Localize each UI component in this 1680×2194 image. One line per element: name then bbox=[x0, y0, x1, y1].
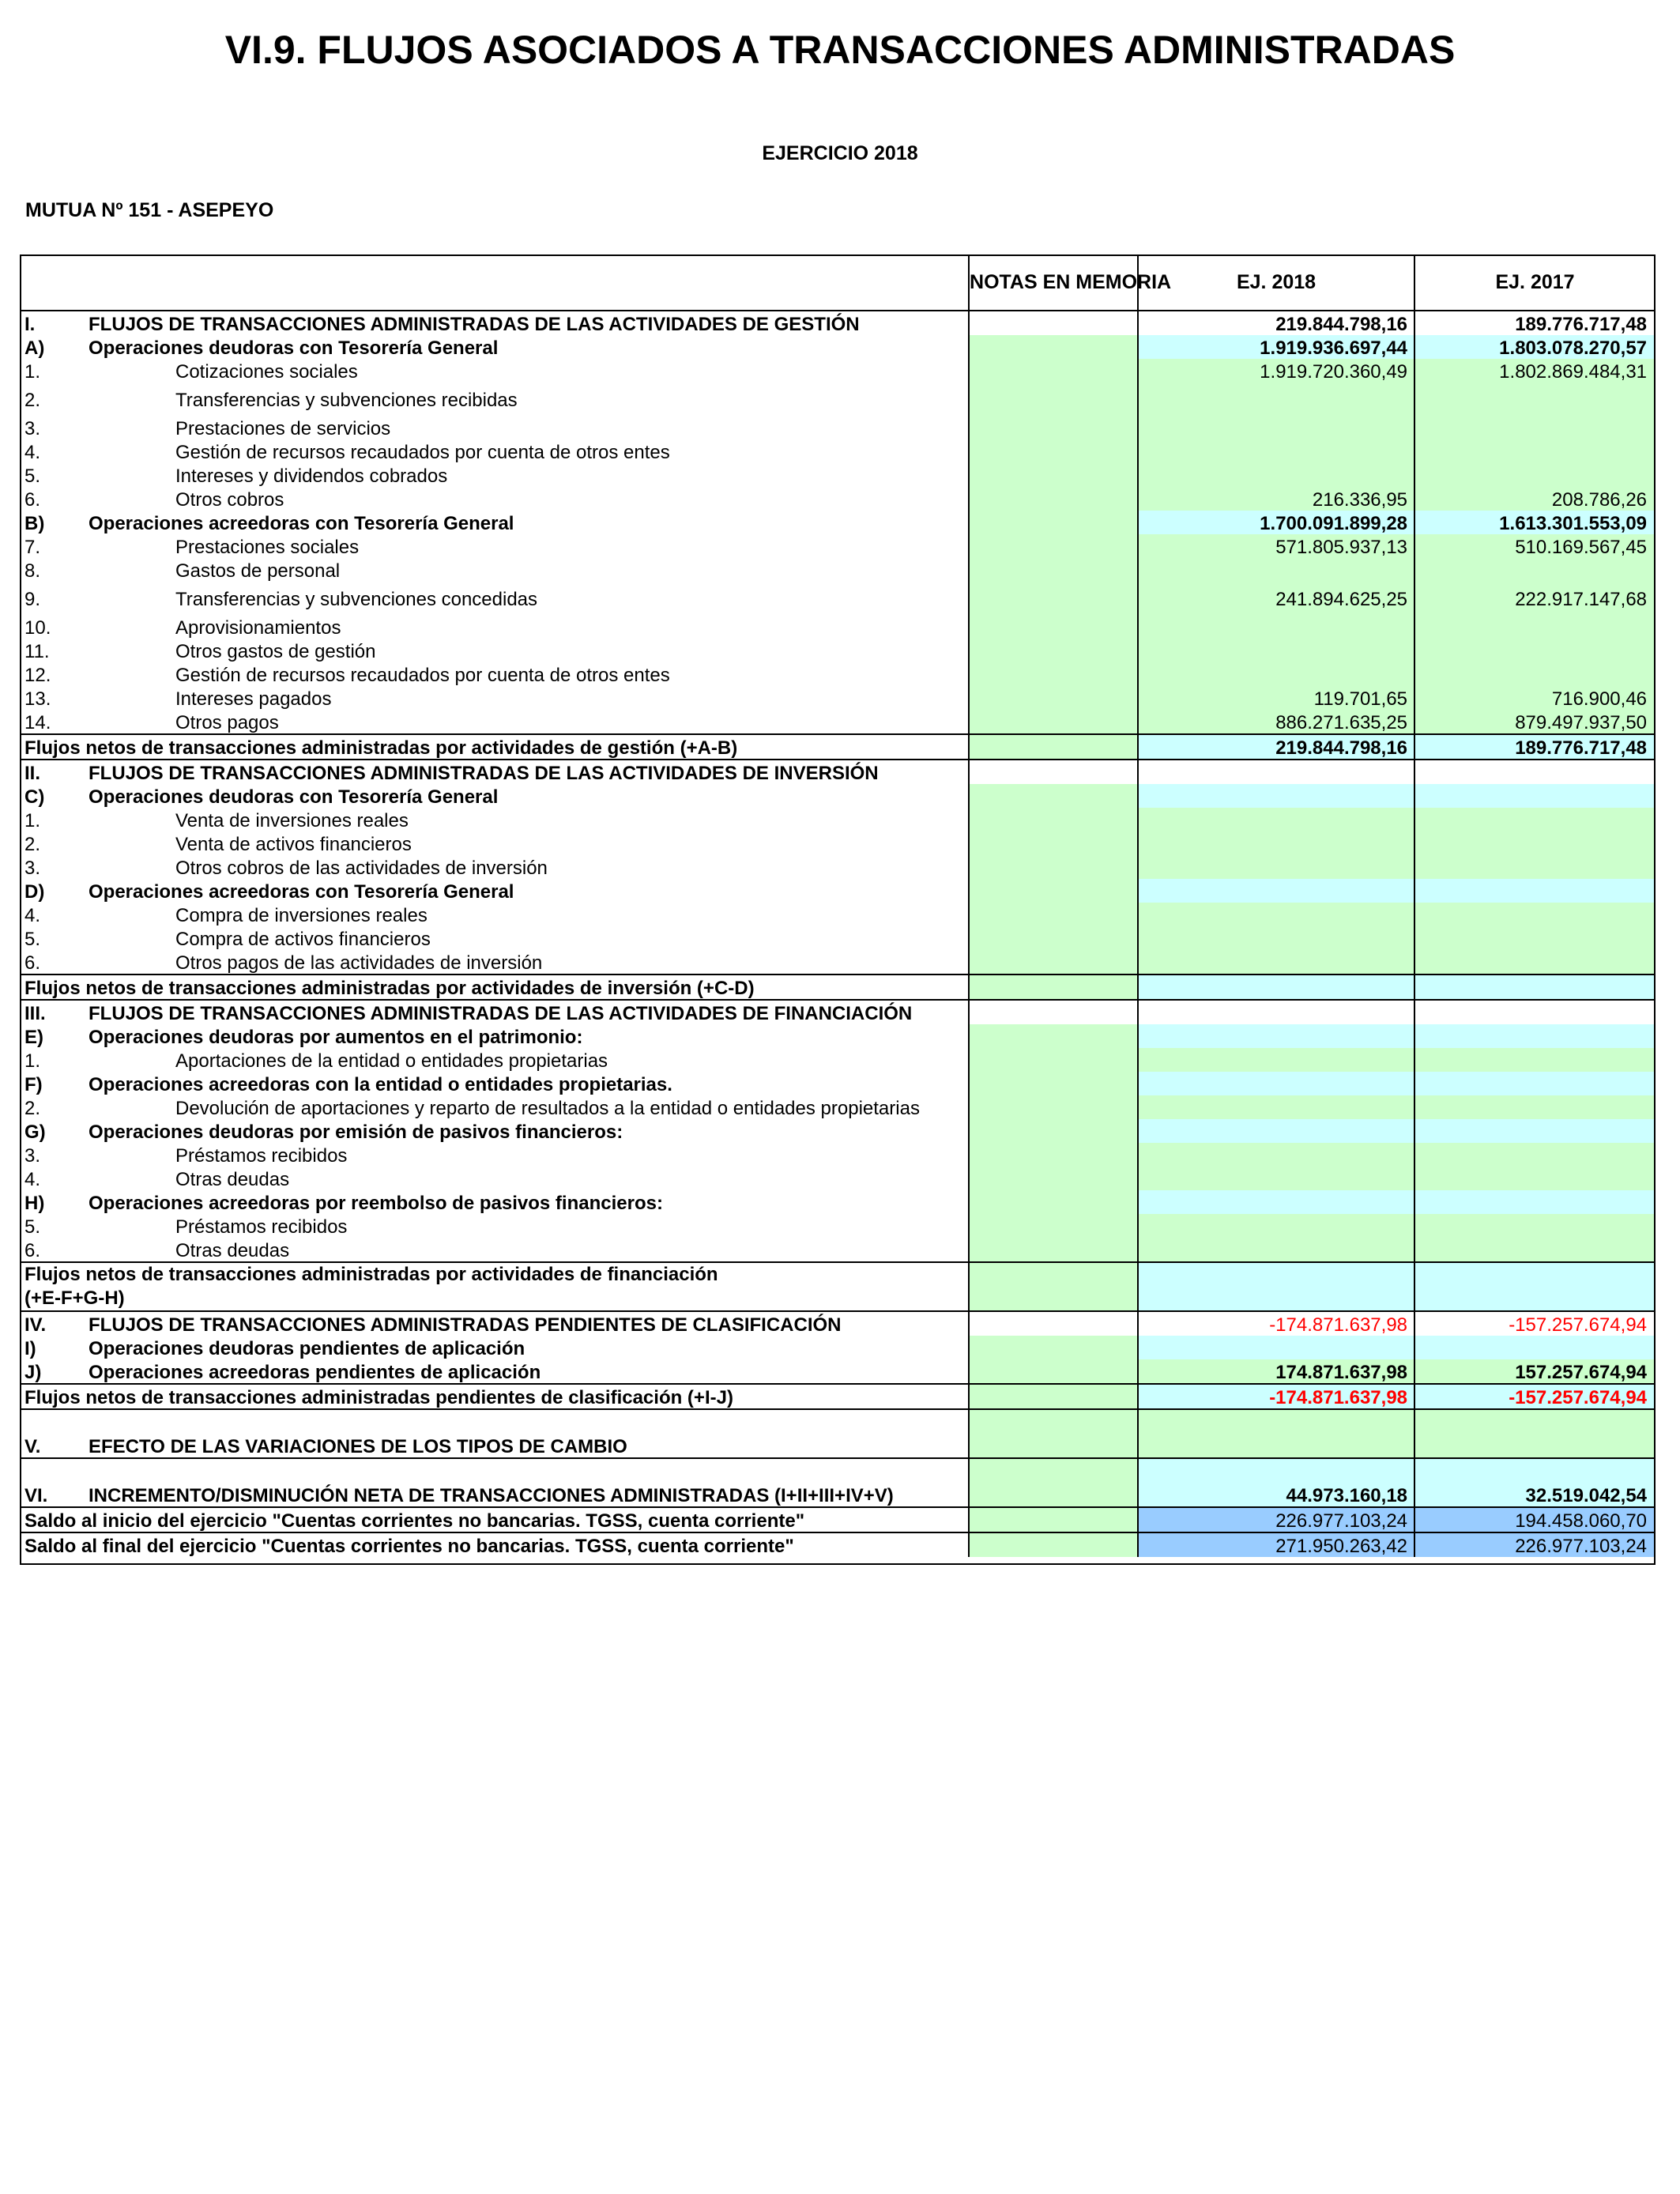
row-label bbox=[20, 1507, 969, 1532]
row-number: 3. bbox=[24, 418, 41, 439]
row-label-text: Saldo al inicio del ejercicio "Cuentas corrientes no bancarias. TGSS, cuenta corriente" bbox=[24, 1510, 805, 1532]
table-row bbox=[20, 639, 1655, 662]
header-blank-cell bbox=[20, 254, 969, 311]
row-label: Compra de activos financieros bbox=[175, 929, 431, 950]
row-value-2017 bbox=[1414, 855, 1655, 879]
table-row bbox=[20, 974, 1655, 1000]
row-label: Otros gastos de gestión bbox=[175, 641, 376, 662]
row-label: Gastos de personal bbox=[175, 560, 341, 582]
row-number: 6. bbox=[24, 1240, 41, 1261]
row-value-2017 bbox=[1414, 1072, 1655, 1095]
row-label: Otras deudas bbox=[175, 1240, 290, 1261]
row-number: 5. bbox=[24, 466, 41, 487]
table-row bbox=[20, 487, 1655, 511]
row-label: Préstamos recibidos bbox=[175, 1216, 348, 1238]
row-number: 2. bbox=[24, 834, 41, 855]
row-value-2018 bbox=[1138, 1072, 1414, 1095]
row-value-2017 bbox=[1414, 463, 1655, 487]
row-notes-cell bbox=[969, 311, 1138, 335]
header-year-2017: EJ. 2017 bbox=[1495, 271, 1575, 293]
row-label: Venta de activos financieros bbox=[175, 834, 412, 855]
table-row bbox=[20, 926, 1655, 950]
table-row bbox=[20, 1532, 1655, 1557]
row-notes-cell bbox=[969, 784, 1138, 808]
row-value-2017 bbox=[1414, 610, 1655, 639]
row-label-text: Saldo al final del ejercicio "Cuentas corrientes no bancarias. TGSS, cuenta corriente" bbox=[24, 1536, 794, 1557]
row-label: Intereses y dividendos cobrados bbox=[175, 466, 448, 487]
row-value-2017: 32.519.042,54 bbox=[1414, 1458, 1655, 1507]
row-value-2018 bbox=[1138, 760, 1414, 784]
row-value-2018 bbox=[1138, 439, 1414, 463]
row-notes-cell bbox=[969, 1311, 1138, 1336]
table-row bbox=[20, 610, 1655, 639]
row-value-2017 bbox=[1414, 439, 1655, 463]
row-label-text: Flujos netos de transacciones administradas por actividades de gestión (+A-B) bbox=[24, 737, 738, 759]
row-value-2018 bbox=[1138, 1024, 1414, 1048]
row-number: IV. bbox=[20, 1311, 89, 1336]
row-notes-cell bbox=[969, 1262, 1138, 1311]
row-number: 4. bbox=[24, 442, 41, 463]
table-row bbox=[20, 1119, 1655, 1143]
table-row bbox=[20, 760, 1655, 784]
table-row bbox=[20, 1095, 1655, 1119]
row-notes-cell bbox=[969, 1143, 1138, 1167]
row-notes-cell bbox=[969, 1190, 1138, 1214]
row-value-2017: 208.786,26 bbox=[1414, 487, 1655, 511]
row-value-2017: -157.257.674,94 bbox=[1414, 1311, 1655, 1336]
table-row bbox=[20, 1167, 1655, 1190]
row-value-2018 bbox=[1138, 1143, 1414, 1167]
row-value-2018: 219.844.798,16 bbox=[1138, 311, 1414, 335]
table-row bbox=[20, 1214, 1655, 1238]
row-number: II. bbox=[20, 760, 89, 784]
row-label: Operaciones acreedoras pendientes de aplicación bbox=[89, 1362, 541, 1383]
row-label: Operaciones deudoras por aumentos en el patrimonio: bbox=[89, 1027, 583, 1048]
row-label bbox=[20, 1384, 969, 1409]
row-number: 12. bbox=[24, 665, 51, 686]
table-row bbox=[20, 710, 1655, 734]
row-notes-cell bbox=[969, 808, 1138, 831]
row-value-2017: 157.257.674,94 bbox=[1414, 1359, 1655, 1384]
table-row bbox=[20, 1384, 1655, 1409]
row-notes-cell bbox=[969, 1000, 1138, 1024]
row-notes-cell bbox=[969, 1507, 1138, 1532]
row-value-2018 bbox=[1138, 950, 1414, 974]
table-row bbox=[20, 1190, 1655, 1214]
row-value-2017 bbox=[1414, 808, 1655, 831]
row-value-2017: 189.776.717,48 bbox=[1414, 311, 1655, 335]
row-value-2017 bbox=[1414, 1336, 1655, 1359]
row-label: Operaciones deudoras pendientes de aplicación bbox=[89, 1338, 525, 1359]
row-number: 3. bbox=[24, 858, 41, 879]
row-notes-cell bbox=[969, 855, 1138, 879]
table-row bbox=[20, 439, 1655, 463]
table-row bbox=[20, 411, 1655, 439]
row-label bbox=[20, 1532, 969, 1557]
row-value-2018 bbox=[1138, 1167, 1414, 1190]
row-value-2018 bbox=[1138, 974, 1414, 1000]
row-value-2018 bbox=[1138, 879, 1414, 903]
row-value-2017: 1.803.078.270,57 bbox=[1414, 335, 1655, 359]
row-label: Operaciones deudoras con Tesorería General bbox=[89, 337, 499, 359]
row-notes-cell bbox=[969, 487, 1138, 511]
row-number: 5. bbox=[24, 929, 41, 950]
row-label: Transferencias y subvenciones recibidas bbox=[175, 390, 518, 411]
row-value-2017 bbox=[1414, 760, 1655, 784]
row-notes-cell bbox=[969, 582, 1138, 610]
row-label: Otros cobros de las actividades de inversión bbox=[175, 858, 548, 879]
row-value-2017 bbox=[1414, 974, 1655, 1000]
row-value-2018 bbox=[1138, 1190, 1414, 1214]
table-row bbox=[20, 1143, 1655, 1167]
table-row bbox=[20, 903, 1655, 926]
row-value-2018: 886.271.635,25 bbox=[1138, 710, 1414, 734]
header-year-2018: EJ. 2018 bbox=[1138, 254, 1414, 311]
table-row bbox=[20, 1024, 1655, 1048]
row-notes-cell bbox=[969, 760, 1138, 784]
row-value-2018: 271.950.263,42 bbox=[1138, 1532, 1414, 1557]
row-label: Otros pagos de las actividades de inversión bbox=[175, 952, 543, 974]
row-label: FLUJOS DE TRANSACCIONES ADMINISTRADAS DE LAS ACTIVIDADES DE INVERSIÓN bbox=[89, 760, 969, 784]
row-value-2018: 219.844.798,16 bbox=[1138, 734, 1414, 760]
row-number: 3. bbox=[24, 1145, 41, 1167]
table-row bbox=[20, 1048, 1655, 1072]
row-label-text: Flujos netos de transacciones administradas por actividades de financiación bbox=[24, 1264, 718, 1285]
row-value-2017 bbox=[1414, 903, 1655, 926]
row-notes-cell bbox=[969, 879, 1138, 903]
row-label: Otros pagos bbox=[175, 712, 279, 733]
table-row bbox=[20, 1359, 1655, 1384]
row-notes-cell bbox=[969, 439, 1138, 463]
row-number: 6. bbox=[24, 952, 41, 974]
table-row bbox=[20, 1238, 1655, 1262]
row-number: 4. bbox=[24, 1169, 41, 1190]
row-number: D) bbox=[24, 881, 45, 903]
row-label: Transferencias y subvenciones concedidas bbox=[175, 589, 538, 610]
row-value-2017 bbox=[1414, 662, 1655, 686]
row-number: I. bbox=[20, 311, 89, 335]
row-label: Aprovisionamientos bbox=[175, 617, 341, 639]
row-value-2017 bbox=[1414, 1024, 1655, 1048]
row-label: Operaciones acreedoras con la entidad o entidades propietarias. bbox=[89, 1074, 672, 1095]
row-notes-cell bbox=[969, 1072, 1138, 1095]
row-value-2018 bbox=[1138, 1262, 1414, 1311]
row-value-2018 bbox=[1138, 1000, 1414, 1024]
row-value-2017 bbox=[1414, 1190, 1655, 1214]
row-label: Operaciones deudoras con Tesorería General bbox=[89, 786, 499, 808]
row-label: Gestión de recursos recaudados por cuenta de otros entes bbox=[175, 665, 670, 686]
table-row bbox=[20, 359, 1655, 383]
row-value-2018 bbox=[1138, 463, 1414, 487]
row-label: Venta de inversiones reales bbox=[175, 810, 409, 831]
row-notes-cell bbox=[969, 1409, 1138, 1458]
row-number: V. bbox=[20, 1409, 89, 1458]
row-value-2018 bbox=[1138, 1119, 1414, 1143]
row-notes-cell bbox=[969, 383, 1138, 411]
row-label bbox=[20, 734, 969, 760]
table-row bbox=[20, 1409, 1655, 1458]
row-value-2018: 44.973.160,18 bbox=[1138, 1458, 1414, 1507]
row-label: Gestión de recursos recaudados por cuenta de otros entes bbox=[175, 442, 670, 463]
row-value-2017 bbox=[1414, 1409, 1655, 1458]
row-number: 14. bbox=[24, 712, 51, 733]
row-value-2017: 879.497.937,50 bbox=[1414, 710, 1655, 734]
row-value-2017: -157.257.674,94 bbox=[1414, 1384, 1655, 1409]
row-number: 4. bbox=[24, 905, 41, 926]
page-title: VI.9. FLUJOS ASOCIADOS A TRANSACCIONES ADMINISTRADAS bbox=[224, 28, 1456, 72]
row-value-2018: 1.919.720.360,49 bbox=[1138, 359, 1414, 383]
row-notes-cell bbox=[969, 639, 1138, 662]
row-number: VI. bbox=[20, 1458, 89, 1507]
table-row bbox=[20, 950, 1655, 974]
table-row bbox=[20, 582, 1655, 610]
table-row bbox=[20, 383, 1655, 411]
table-row bbox=[20, 831, 1655, 855]
row-number: 5. bbox=[24, 1216, 41, 1238]
row-value-2018: 226.977.103,24 bbox=[1138, 1507, 1414, 1532]
table-row bbox=[20, 1336, 1655, 1359]
cash-flow-table bbox=[20, 254, 1655, 1557]
row-value-2018: 1.700.091.899,28 bbox=[1138, 511, 1414, 534]
row-label: Devolución de aportaciones y reparto de resultados a la entidad o entidades propietarias bbox=[175, 1098, 920, 1119]
row-value-2017 bbox=[1414, 558, 1655, 582]
row-value-2017: 194.458.060,70 bbox=[1414, 1507, 1655, 1532]
row-notes-cell bbox=[969, 1214, 1138, 1238]
table-row bbox=[20, 784, 1655, 808]
row-value-2017 bbox=[1414, 383, 1655, 411]
table-row bbox=[20, 879, 1655, 903]
row-number: 10. bbox=[24, 617, 51, 639]
row-number: 7. bbox=[24, 537, 41, 558]
row-value-2018: 174.871.637,98 bbox=[1138, 1359, 1414, 1384]
table-row bbox=[20, 686, 1655, 710]
row-number: 1. bbox=[24, 361, 41, 383]
row-label: Aportaciones de la entidad o entidades propietarias bbox=[175, 1050, 608, 1072]
row-value-2018 bbox=[1138, 855, 1414, 879]
row-label: FLUJOS DE TRANSACCIONES ADMINISTRADAS DE LAS ACTIVIDADES DE GESTIÓN bbox=[89, 311, 969, 335]
row-label: Otras deudas bbox=[175, 1169, 290, 1190]
row-value-2017: 226.977.103,24 bbox=[1414, 1532, 1655, 1557]
row-label-cont: (+E-F+G-H) bbox=[24, 1287, 125, 1309]
row-notes-cell bbox=[969, 1048, 1138, 1072]
row-label: Intereses pagados bbox=[175, 688, 332, 710]
row-value-2017: 222.917.147,68 bbox=[1414, 582, 1655, 610]
row-notes-cell bbox=[969, 335, 1138, 359]
row-value-2018 bbox=[1138, 610, 1414, 639]
row-notes-cell bbox=[969, 950, 1138, 974]
row-value-2018 bbox=[1138, 831, 1414, 855]
row-value-2018 bbox=[1138, 784, 1414, 808]
row-label: Operaciones acreedoras con Tesorería General bbox=[89, 513, 514, 534]
row-value-2017: 716.900,46 bbox=[1414, 686, 1655, 710]
table-row bbox=[20, 558, 1655, 582]
table-row bbox=[20, 1072, 1655, 1095]
row-value-2017: 189.776.717,48 bbox=[1414, 734, 1655, 760]
row-value-2017: 1.613.301.553,09 bbox=[1414, 511, 1655, 534]
row-value-2017: 510.169.567,45 bbox=[1414, 534, 1655, 558]
row-value-2018 bbox=[1138, 662, 1414, 686]
row-number: E) bbox=[24, 1027, 43, 1048]
row-label: Préstamos recibidos bbox=[175, 1145, 348, 1167]
table-row bbox=[20, 1458, 1655, 1507]
row-notes-cell bbox=[969, 1384, 1138, 1409]
row-value-2017 bbox=[1414, 411, 1655, 439]
row-label: Otros cobros bbox=[175, 489, 284, 511]
row-value-2018 bbox=[1138, 1409, 1414, 1458]
row-value-2018 bbox=[1138, 1238, 1414, 1262]
table-row bbox=[20, 1311, 1655, 1336]
row-number: 9. bbox=[24, 589, 41, 610]
row-number: 2. bbox=[24, 1098, 41, 1119]
table-row bbox=[20, 855, 1655, 879]
row-value-2018 bbox=[1138, 639, 1414, 662]
table-row bbox=[20, 511, 1655, 534]
row-value-2018 bbox=[1138, 903, 1414, 926]
row-label: Operaciones deudoras por emisión de pasivos financieros: bbox=[89, 1122, 623, 1143]
row-value-2018: 1.919.936.697,44 bbox=[1138, 335, 1414, 359]
row-label: Prestaciones de servicios bbox=[175, 418, 391, 439]
row-notes-cell bbox=[969, 903, 1138, 926]
row-label-text: Flujos netos de transacciones administradas por actividades de inversión (+C-D) bbox=[24, 978, 755, 999]
row-value-2018 bbox=[1138, 808, 1414, 831]
row-value-2018: 571.805.937,13 bbox=[1138, 534, 1414, 558]
row-number: C) bbox=[24, 786, 45, 808]
table-row bbox=[20, 662, 1655, 686]
row-notes-cell bbox=[969, 1238, 1138, 1262]
row-label: Prestaciones sociales bbox=[175, 537, 360, 558]
row-notes-cell bbox=[969, 1119, 1138, 1143]
row-number: A) bbox=[24, 337, 45, 359]
row-notes-cell bbox=[969, 686, 1138, 710]
row-label: FLUJOS DE TRANSACCIONES ADMINISTRADAS DE LAS ACTIVIDADES DE FINANCIACIÓN bbox=[89, 1000, 969, 1024]
row-number: 6. bbox=[24, 489, 41, 511]
row-notes-cell bbox=[969, 534, 1138, 558]
fiscal-year-heading: EJERCICIO 2018 bbox=[762, 142, 918, 164]
row-notes-cell bbox=[969, 974, 1138, 1000]
row-notes-cell bbox=[969, 1336, 1138, 1359]
table-row bbox=[20, 311, 1655, 335]
row-number: 2. bbox=[24, 390, 41, 411]
row-notes-cell bbox=[969, 411, 1138, 439]
row-number: F) bbox=[24, 1074, 43, 1095]
table-row bbox=[20, 1000, 1655, 1024]
row-value-2017 bbox=[1414, 831, 1655, 855]
row-value-2017 bbox=[1414, 1214, 1655, 1238]
row-value-2017 bbox=[1414, 1262, 1655, 1311]
table-row bbox=[20, 534, 1655, 558]
row-notes-cell bbox=[969, 1458, 1138, 1507]
row-value-2017 bbox=[1414, 950, 1655, 974]
row-value-2018 bbox=[1138, 926, 1414, 950]
row-label: Operaciones acreedoras por reembolso de pasivos financieros: bbox=[89, 1193, 663, 1214]
row-notes-cell bbox=[969, 511, 1138, 534]
row-value-2018 bbox=[1138, 1214, 1414, 1238]
row-value-2018: -174.871.637,98 bbox=[1138, 1384, 1414, 1409]
row-value-2018 bbox=[1138, 383, 1414, 411]
row-number: H) bbox=[24, 1193, 45, 1214]
table-header-row bbox=[20, 254, 1655, 311]
row-value-2018 bbox=[1138, 558, 1414, 582]
row-value-2018 bbox=[1138, 1048, 1414, 1072]
row-notes-cell bbox=[969, 1359, 1138, 1384]
row-value-2017 bbox=[1414, 1167, 1655, 1190]
row-value-2017 bbox=[1414, 926, 1655, 950]
row-value-2017 bbox=[1414, 1000, 1655, 1024]
row-notes-cell bbox=[969, 1024, 1138, 1048]
row-value-2017 bbox=[1414, 1143, 1655, 1167]
row-notes-cell bbox=[969, 1532, 1138, 1557]
row-value-2017 bbox=[1414, 1095, 1655, 1119]
table-row bbox=[20, 1507, 1655, 1532]
row-number: G) bbox=[24, 1122, 46, 1143]
row-number: III. bbox=[20, 1000, 89, 1024]
row-value-2017: 1.802.869.484,31 bbox=[1414, 359, 1655, 383]
table-row bbox=[20, 808, 1655, 831]
row-label: INCREMENTO/DISMINUCIÓN NETA DE TRANSACCIONES ADMINISTRADAS (I+II+III+IV+V) bbox=[89, 1458, 969, 1507]
table-row bbox=[20, 463, 1655, 487]
row-value-2018 bbox=[1138, 1336, 1414, 1359]
table-row bbox=[20, 734, 1655, 760]
row-number: J) bbox=[24, 1362, 42, 1383]
table-row bbox=[20, 335, 1655, 359]
row-label: Operaciones acreedoras con Tesorería General bbox=[89, 881, 514, 903]
row-value-2017 bbox=[1414, 639, 1655, 662]
row-value-2018: 241.894.625,25 bbox=[1138, 582, 1414, 610]
row-number: 13. bbox=[24, 688, 51, 710]
row-value-2018 bbox=[1138, 1095, 1414, 1119]
row-number: 8. bbox=[24, 560, 41, 582]
row-number: I) bbox=[24, 1338, 36, 1359]
table-row bbox=[20, 1262, 1655, 1311]
row-label bbox=[20, 974, 969, 1000]
row-notes-cell bbox=[969, 831, 1138, 855]
row-notes-cell bbox=[969, 359, 1138, 383]
row-value-2017 bbox=[1414, 1119, 1655, 1143]
row-label-text: Flujos netos de transacciones administradas pendientes de clasificación (+I-J) bbox=[24, 1387, 733, 1408]
row-notes-cell bbox=[969, 1095, 1138, 1119]
row-label: EFECTO DE LAS VARIACIONES DE LOS TIPOS DE CAMBIO bbox=[89, 1409, 969, 1458]
row-value-2017 bbox=[1414, 1048, 1655, 1072]
row-notes-cell bbox=[969, 558, 1138, 582]
row-number: B) bbox=[24, 513, 45, 534]
row-value-2018: 216.336,95 bbox=[1138, 487, 1414, 511]
row-notes-cell bbox=[969, 463, 1138, 487]
row-value-2018 bbox=[1138, 411, 1414, 439]
header-notas: NOTAS EN MEMORIA bbox=[969, 254, 1138, 311]
row-notes-cell bbox=[969, 734, 1138, 760]
row-number: 11. bbox=[24, 641, 50, 662]
row-value-2017 bbox=[1414, 879, 1655, 903]
row-label bbox=[20, 1262, 969, 1311]
row-value-2017 bbox=[1414, 1238, 1655, 1262]
entity-name: MUTUA Nº 151 - ASEPEYO bbox=[25, 199, 274, 221]
row-notes-cell bbox=[969, 610, 1138, 639]
row-label: Compra de inversiones reales bbox=[175, 905, 428, 926]
row-number: 1. bbox=[24, 810, 41, 831]
row-value-2018: -174.871.637,98 bbox=[1138, 1311, 1414, 1336]
row-notes-cell bbox=[969, 662, 1138, 686]
row-notes-cell bbox=[969, 710, 1138, 734]
row-number: 1. bbox=[24, 1050, 41, 1072]
row-label: Cotizaciones sociales bbox=[175, 361, 358, 383]
row-value-2018: 119.701,65 bbox=[1138, 686, 1414, 710]
row-notes-cell bbox=[969, 926, 1138, 950]
row-label: FLUJOS DE TRANSACCIONES ADMINISTRADAS PENDIENTES DE CLASIFICACIÓN bbox=[89, 1311, 969, 1336]
row-value-2017 bbox=[1414, 784, 1655, 808]
row-notes-cell bbox=[969, 1167, 1138, 1190]
